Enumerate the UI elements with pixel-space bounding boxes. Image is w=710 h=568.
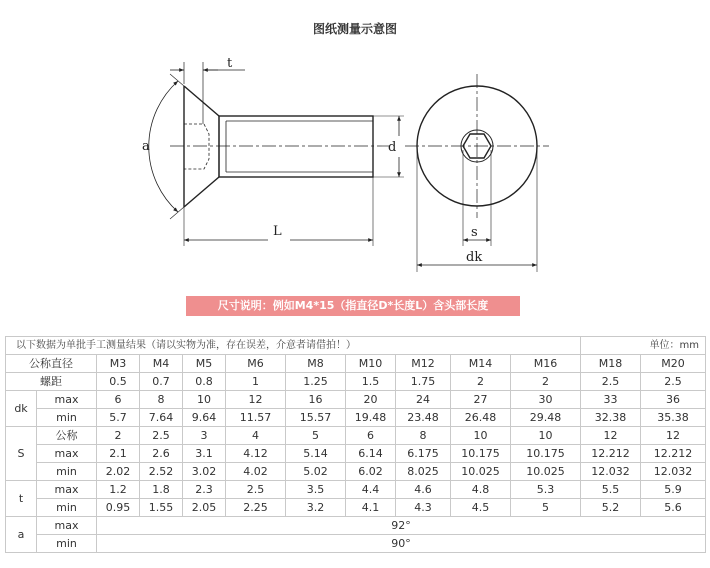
s-min-row bbox=[6, 463, 706, 481]
t-max-row bbox=[6, 481, 706, 499]
t-min-cell: 3.2 bbox=[286, 499, 346, 517]
page-title: 图纸测量示意图 bbox=[312, 22, 397, 36]
dk-min-cell: 35.38 bbox=[641, 409, 706, 427]
size-header: M16 bbox=[511, 355, 581, 373]
dk-max-cell: 36 bbox=[641, 391, 706, 409]
s-nominal-cell: 2.5 bbox=[140, 427, 183, 445]
size-header: M14 bbox=[451, 355, 511, 373]
t-min-cell: 0.95 bbox=[97, 499, 140, 517]
t-max-cell: 4.6 bbox=[396, 481, 451, 499]
s-min-cell: 6.02 bbox=[346, 463, 396, 481]
L-label: L bbox=[273, 224, 282, 239]
s-max-cell: 6.14 bbox=[346, 445, 396, 463]
s-max-cell: 4.12 bbox=[226, 445, 286, 463]
pitch-cell: 2.5 bbox=[581, 373, 641, 391]
screw-end-view bbox=[405, 74, 549, 218]
pitch-row bbox=[6, 373, 706, 391]
dk-min-cell: 32.38 bbox=[581, 409, 641, 427]
nominal-diameter-label: 公称直径 bbox=[6, 355, 97, 373]
table-note-row bbox=[6, 337, 706, 355]
s-min-cell: 10.025 bbox=[511, 463, 581, 481]
s-min-cell: 2.52 bbox=[140, 463, 183, 481]
t-max-cell: 2.5 bbox=[226, 481, 286, 499]
t-max-cell: 4.4 bbox=[346, 481, 396, 499]
dk-max-label: max bbox=[37, 391, 97, 409]
size-header: M20 bbox=[641, 355, 706, 373]
a-max-row bbox=[6, 517, 706, 535]
s-min-cell: 2.02 bbox=[97, 463, 140, 481]
s-max-cell: 2.6 bbox=[140, 445, 183, 463]
dk-label: dk bbox=[6, 391, 37, 427]
s-nominal-cell: 10 bbox=[451, 427, 511, 445]
s-nominal-row bbox=[6, 427, 706, 445]
t-max-label: max bbox=[37, 481, 97, 499]
s-nominal-cell: 6 bbox=[346, 427, 396, 445]
dk-min-cell: 7.64 bbox=[140, 409, 183, 427]
t-min-cell: 2.05 bbox=[183, 499, 226, 517]
t-max-cell: 4.8 bbox=[451, 481, 511, 499]
measurement-note: 以下数据为单批手工测量结果（请以实物为准，存在误差，介意者请借拍！） bbox=[6, 337, 581, 355]
s-min-cell: 10.025 bbox=[451, 463, 511, 481]
s-max-row bbox=[6, 445, 706, 463]
pitch-label: 螺距 bbox=[6, 373, 97, 391]
t-max-cell: 5.9 bbox=[641, 481, 706, 499]
t-max-cell: 5.5 bbox=[581, 481, 641, 499]
dk-min-cell: 15.57 bbox=[286, 409, 346, 427]
s-max-cell: 10.175 bbox=[511, 445, 581, 463]
s-max-cell: 3.1 bbox=[183, 445, 226, 463]
spec-table bbox=[5, 336, 706, 553]
size-header: M5 bbox=[183, 355, 226, 373]
dk-min-cell: 26.48 bbox=[451, 409, 511, 427]
a-min-label: min bbox=[37, 535, 97, 553]
dk-max-cell: 16 bbox=[286, 391, 346, 409]
dk-min-cell: 29.48 bbox=[511, 409, 581, 427]
dk-min-label: min bbox=[37, 409, 97, 427]
s-max-label: max bbox=[37, 445, 97, 463]
a-angle-dimension bbox=[149, 74, 184, 219]
t-max-cell: 3.5 bbox=[286, 481, 346, 499]
t-min-cell: 4.1 bbox=[346, 499, 396, 517]
t-max-cell: 1.8 bbox=[140, 481, 183, 499]
t-min-cell: 5 bbox=[511, 499, 581, 517]
s-nominal-cell: 3 bbox=[183, 427, 226, 445]
t-max-cell: 2.3 bbox=[183, 481, 226, 499]
pitch-cell: 2 bbox=[511, 373, 581, 391]
t-min-cell: 1.55 bbox=[140, 499, 183, 517]
s-nominal-label: 公称 bbox=[37, 427, 97, 445]
s-max-cell: 6.175 bbox=[396, 445, 451, 463]
s-label: s bbox=[471, 225, 478, 240]
pitch-cell: 2.5 bbox=[641, 373, 706, 391]
t-min-label: min bbox=[37, 499, 97, 517]
pitch-cell: 2 bbox=[451, 373, 511, 391]
size-header: M8 bbox=[286, 355, 346, 373]
screw-head-side bbox=[184, 86, 219, 207]
screw-shank bbox=[219, 116, 373, 177]
s-max-cell: 12.212 bbox=[641, 445, 706, 463]
dk-min-cell: 23.48 bbox=[396, 409, 451, 427]
s-min-cell: 5.02 bbox=[286, 463, 346, 481]
pitch-cell: 0.7 bbox=[140, 373, 183, 391]
t-min-cell: 4.5 bbox=[451, 499, 511, 517]
a-max-label: max bbox=[37, 517, 97, 535]
dk-min-cell: 9.64 bbox=[183, 409, 226, 427]
dk-max-cell: 20 bbox=[346, 391, 396, 409]
pitch-cell: 0.8 bbox=[183, 373, 226, 391]
dk-max-cell: 27 bbox=[451, 391, 511, 409]
s-max-cell: 2.1 bbox=[97, 445, 140, 463]
pitch-cell: 1.5 bbox=[346, 373, 396, 391]
unit-label: 单位：mm bbox=[581, 337, 706, 355]
dk-min-cell: 19.48 bbox=[346, 409, 396, 427]
t-max-cell: 5.3 bbox=[511, 481, 581, 499]
dk-max-cell: 6 bbox=[97, 391, 140, 409]
t-label: t bbox=[227, 56, 233, 71]
s-min-cell: 12.032 bbox=[641, 463, 706, 481]
dk-max-cell: 12 bbox=[226, 391, 286, 409]
dk-label: dk bbox=[466, 250, 483, 265]
dk-max-cell: 30 bbox=[511, 391, 581, 409]
a-label: a bbox=[6, 517, 37, 553]
s-max-cell: 10.175 bbox=[451, 445, 511, 463]
dk-max-cell: 33 bbox=[581, 391, 641, 409]
table-header-row bbox=[6, 355, 706, 373]
s-nominal-cell: 12 bbox=[581, 427, 641, 445]
dk-max-cell: 10 bbox=[183, 391, 226, 409]
size-header: M18 bbox=[581, 355, 641, 373]
dk-min-cell: 11.57 bbox=[226, 409, 286, 427]
t-min-cell: 4.3 bbox=[396, 499, 451, 517]
size-header: M4 bbox=[140, 355, 183, 373]
dk-max-cell: 24 bbox=[396, 391, 451, 409]
s-nominal-cell: 4 bbox=[226, 427, 286, 445]
a-label: a bbox=[142, 139, 150, 154]
t-min-cell: 2.25 bbox=[226, 499, 286, 517]
s-min-cell: 12.032 bbox=[581, 463, 641, 481]
s-nominal-cell: 2 bbox=[97, 427, 140, 445]
a-max-cell: 92° bbox=[97, 517, 706, 535]
s-min-cell: 3.02 bbox=[183, 463, 226, 481]
pitch-cell: 1.25 bbox=[286, 373, 346, 391]
dk-min-row bbox=[6, 409, 706, 427]
s-nominal-cell: 10 bbox=[511, 427, 581, 445]
pitch-cell: 1.75 bbox=[396, 373, 451, 391]
t-label: t bbox=[6, 481, 37, 517]
size-header: M3 bbox=[97, 355, 140, 373]
s-nominal-cell: 8 bbox=[396, 427, 451, 445]
s-max-cell: 12.212 bbox=[581, 445, 641, 463]
t-min-row bbox=[6, 499, 706, 517]
t-min-cell: 5.2 bbox=[581, 499, 641, 517]
pitch-cell: 0.5 bbox=[97, 373, 140, 391]
size-header: M10 bbox=[346, 355, 396, 373]
size-header: M12 bbox=[396, 355, 451, 373]
s-min-cell: 4.02 bbox=[226, 463, 286, 481]
dk-max-row bbox=[6, 391, 706, 409]
s-nominal-cell: 5 bbox=[286, 427, 346, 445]
s-nominal-cell: 12 bbox=[641, 427, 706, 445]
t-min-cell: 5.6 bbox=[641, 499, 706, 517]
dk-max-cell: 8 bbox=[140, 391, 183, 409]
d-label: d bbox=[388, 140, 397, 155]
size-header: M6 bbox=[226, 355, 286, 373]
s-min-label: min bbox=[37, 463, 97, 481]
s-label: S bbox=[6, 427, 37, 481]
s-min-cell: 8.025 bbox=[396, 463, 451, 481]
size-note-banner: 尺寸说明：例如M4*15（指直径D*长度L）含头部长度 bbox=[186, 296, 520, 316]
t-max-cell: 1.2 bbox=[97, 481, 140, 499]
t-dimension bbox=[170, 62, 245, 124]
pitch-cell: 1 bbox=[226, 373, 286, 391]
s-max-cell: 5.14 bbox=[286, 445, 346, 463]
a-min-row bbox=[6, 535, 706, 553]
dk-min-cell: 5.7 bbox=[97, 409, 140, 427]
a-min-cell: 90° bbox=[97, 535, 706, 553]
